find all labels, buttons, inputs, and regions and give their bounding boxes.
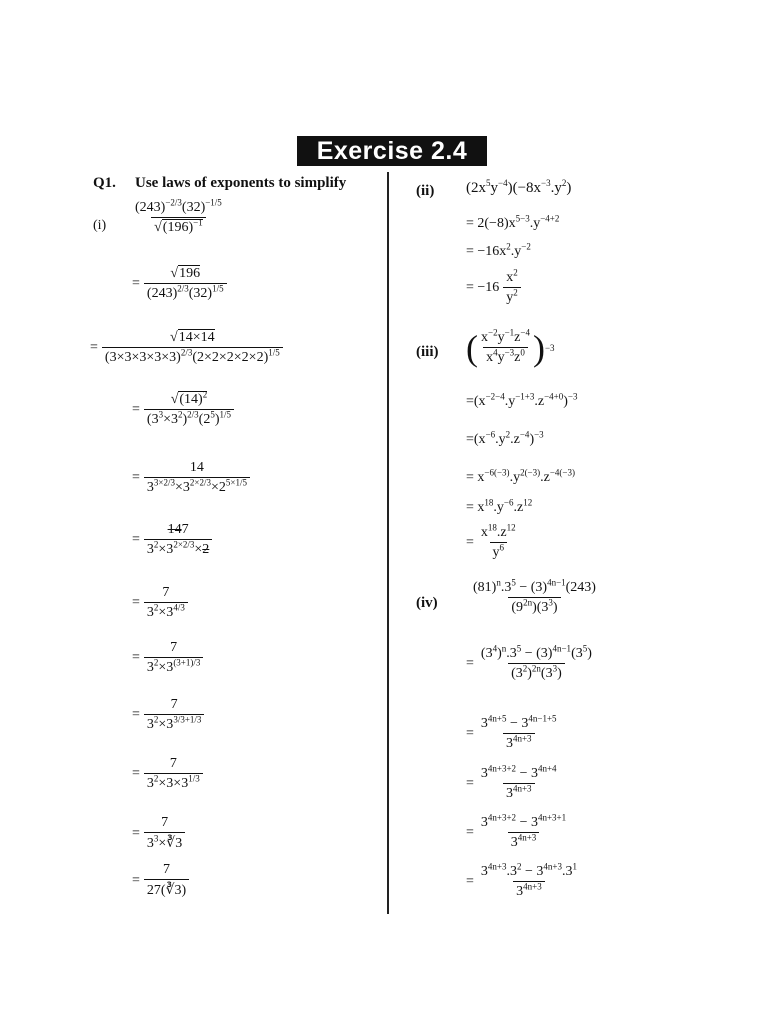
part-i-step-9: = $\frac{7}{3^2\times 3\times 3^{1/3}}$: [132, 756, 203, 792]
part-iii-step-1: $=(x^{-2-4}.y^{-1+3}.z^{-4+0})^{-3}$: [466, 391, 578, 409]
exercise-title: Exercise 2.4: [297, 136, 487, 166]
part-iii-step-5: = $\frac{x^{18}.z^{12}}{y^6}$: [466, 522, 516, 560]
part-ii-label: (ii): [416, 183, 435, 199]
part-i-step-6: = $\frac{7}{3^2\times 3^{4/3}}$: [132, 585, 188, 621]
part-i-label: (i): [93, 218, 107, 233]
question-text: Use laws of exponents to simplify: [135, 175, 347, 191]
part-i-step-7: = $\frac{7}{3^2\times 3^{(3+1)/3}}$: [132, 640, 203, 676]
part-i-step-1: = $\frac{√196}{(243)^{2/3}(32)^{1/5}}$: [132, 266, 227, 302]
part-i-step-2: = $\frac{√14\times 14}{(3\times 3\times 3\times 3\times 3)^{2/3}(2\times 2\times 2\times 2\times 2)^{1/5}}$: [90, 330, 283, 366]
part-iv-step-0: $\frac{(81)^n.3^5 - (3)^{4n-1}(243)}{(9^{2n})(3^3)}$: [473, 577, 596, 615]
part-ii-step-3: = −16 $\frac{x^2}{y^2}$: [466, 270, 521, 306]
part-iv-step-5: = $\frac{3^{4n+3}.3^2 - 3^{4n+3}.3^1}{3^{4n+3}}$: [466, 861, 577, 899]
part-iv-label: (iv): [416, 595, 438, 611]
part-i-step-4: = $\frac{14}{3^{3\times 2/3}\times 3^{2\times 2/3}\times 2^{5\times 1/5}}$: [132, 460, 250, 496]
part-iii-step-0: ( $\frac{x^{-2}y^{-1}z^{-4}}{x^4y^{-3}z^0}$ ) −3: [466, 327, 555, 368]
part-iii-step-3: = $x^{-6(-3)}.y^{2(-3)}.z^{-4(-3)}$: [466, 467, 576, 485]
part-i-step-0: $\frac{(243)^{-2/3}(32)^{-1/5}}{√(196)^{-1}}$: [135, 197, 222, 235]
part-iii-step-2: $=(x^{-6}.y^2.z^{-4})^{-3}$: [466, 429, 544, 447]
part-ii-step-0: $(2x^5y^{-4})(-8x^{-3}.y^2)$: [466, 178, 572, 196]
part-iv-step-1: = $\frac{(3^4)^n.3^5 - (3)^{4n-1}(3^5)}{(3^2)^{2n}(3^3)}$: [466, 643, 592, 681]
part-iv-step-3: = $\frac{3^{4n+3+2} - 3^{4n+4}}{3^{4n+3}}$: [466, 763, 557, 801]
part-i-step-10: = $\frac{7}{3^3\times∛3}$: [132, 815, 185, 852]
part-i-step-8: = $\frac{7}{3^2\times 3^{3/3+1/3}}$: [132, 697, 204, 733]
part-iv-step-4: = $\frac{3^{4n+3+2} - 3^{4n+3+1}}{3^{4n+3}}$: [466, 812, 567, 850]
column-divider: [387, 172, 389, 914]
part-ii-step-2: = $-16x^2.y^{-2}$: [466, 241, 531, 259]
part-i-step-3: = $\frac{√(14)^2}{(3^3\times 3^2)^{2/3}(2^5)^{1/5}}$: [132, 392, 234, 428]
part-i-step-5: = $\frac{147}{3^2\times 3^{2\times 2/3}\times 2}$: [132, 522, 212, 558]
part-iv-step-2: = $\frac{3^{4n+5} - 3^{4n-1+5}}{3^{4n+3}}$: [466, 713, 557, 751]
part-iii-step-4: = $x^{18}.y^{-6}.z^{12}$: [466, 497, 533, 515]
part-ii-step-1: = $2(-8)x^{5-3}.y^{-4+2}$: [466, 213, 560, 231]
question-number: Q1.: [93, 175, 116, 191]
part-i-step-11: = $\frac{7}{27(∛3)}$: [132, 862, 189, 899]
part-iii-label: (iii): [416, 344, 439, 360]
